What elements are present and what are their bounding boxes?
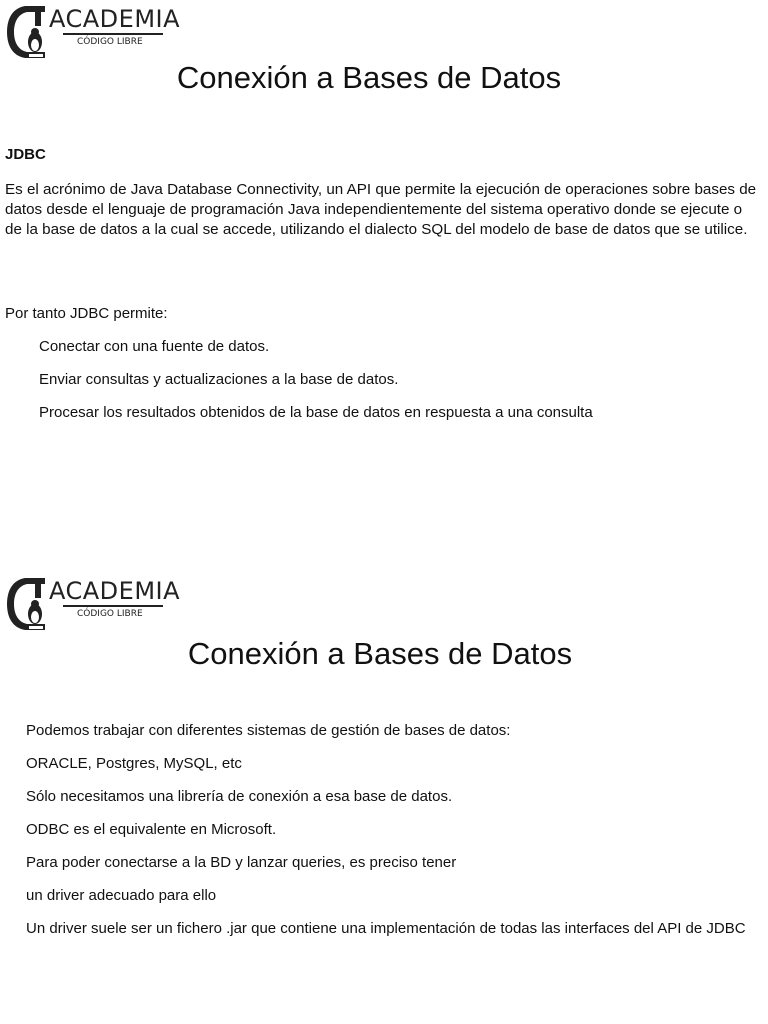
academia-logo — [5, 574, 185, 634]
list-item: Conectar con una fuente de datos. — [39, 338, 270, 355]
list-item: Enviar consultas y actualizaciones a la base de datos. — [39, 371, 399, 388]
list-item: ODBC es el equivalente en Microsoft. — [26, 821, 277, 838]
definition-paragraph: Es el acrónimo de Java Database Connectivity, un API que permite la ejecución de operaciones sobre bases de datos desde el lenguaje de programación Java independientemente del sistema operativo donde se ejecute o de la base de datos a la cual se accede, utilizando el dialecto SQL del modelo de base de datos que se utilice. — [5, 181, 757, 238]
list-item: Sólo necesitamos una librería de conexión a esa base de datos. — [26, 788, 453, 805]
slide-2 — [0, 572, 768, 1024]
list-item: Podemos trabajar con diferentes sistemas de gestión de bases de datos: — [26, 722, 511, 739]
logo-wordmark: ACADEMIA — [49, 5, 181, 33]
list-item: ORACLE, Postgres, MySQL, etc — [26, 755, 242, 772]
list-intro: Por tanto JDBC permite: — [5, 305, 168, 322]
content-list — [26, 722, 761, 953]
penguin-badge-icon — [5, 2, 55, 62]
section-heading: JDBC — [5, 146, 46, 163]
logo-subtitle: CÓDIGO LIBRE — [77, 37, 143, 47]
logo-subtitle: CÓDIGO LIBRE — [77, 609, 143, 619]
slide-title: Conexión a Bases de Datos — [176, 60, 562, 95]
list-item: Para poder conectarse a la BD y lanzar queries, es preciso tener — [26, 854, 457, 871]
capabilities-list — [39, 338, 593, 437]
logo-rule — [63, 605, 163, 607]
list-item: Un driver suele ser un fichero .jar que contiene una implementación de todas las interfaces del API de JDBC — [26, 920, 746, 937]
logo-wordmark: ACADEMIA — [49, 577, 181, 605]
slide-title: Conexión a Bases de Datos — [187, 636, 573, 671]
logo-rule — [63, 33, 163, 35]
academia-logo — [5, 2, 185, 62]
penguin-badge-icon — [5, 574, 55, 634]
list-item: Procesar los resultados obtenidos de la base de datos en respuesta a una consulta — [39, 404, 593, 421]
list-item: un driver adecuado para ello — [26, 887, 217, 904]
